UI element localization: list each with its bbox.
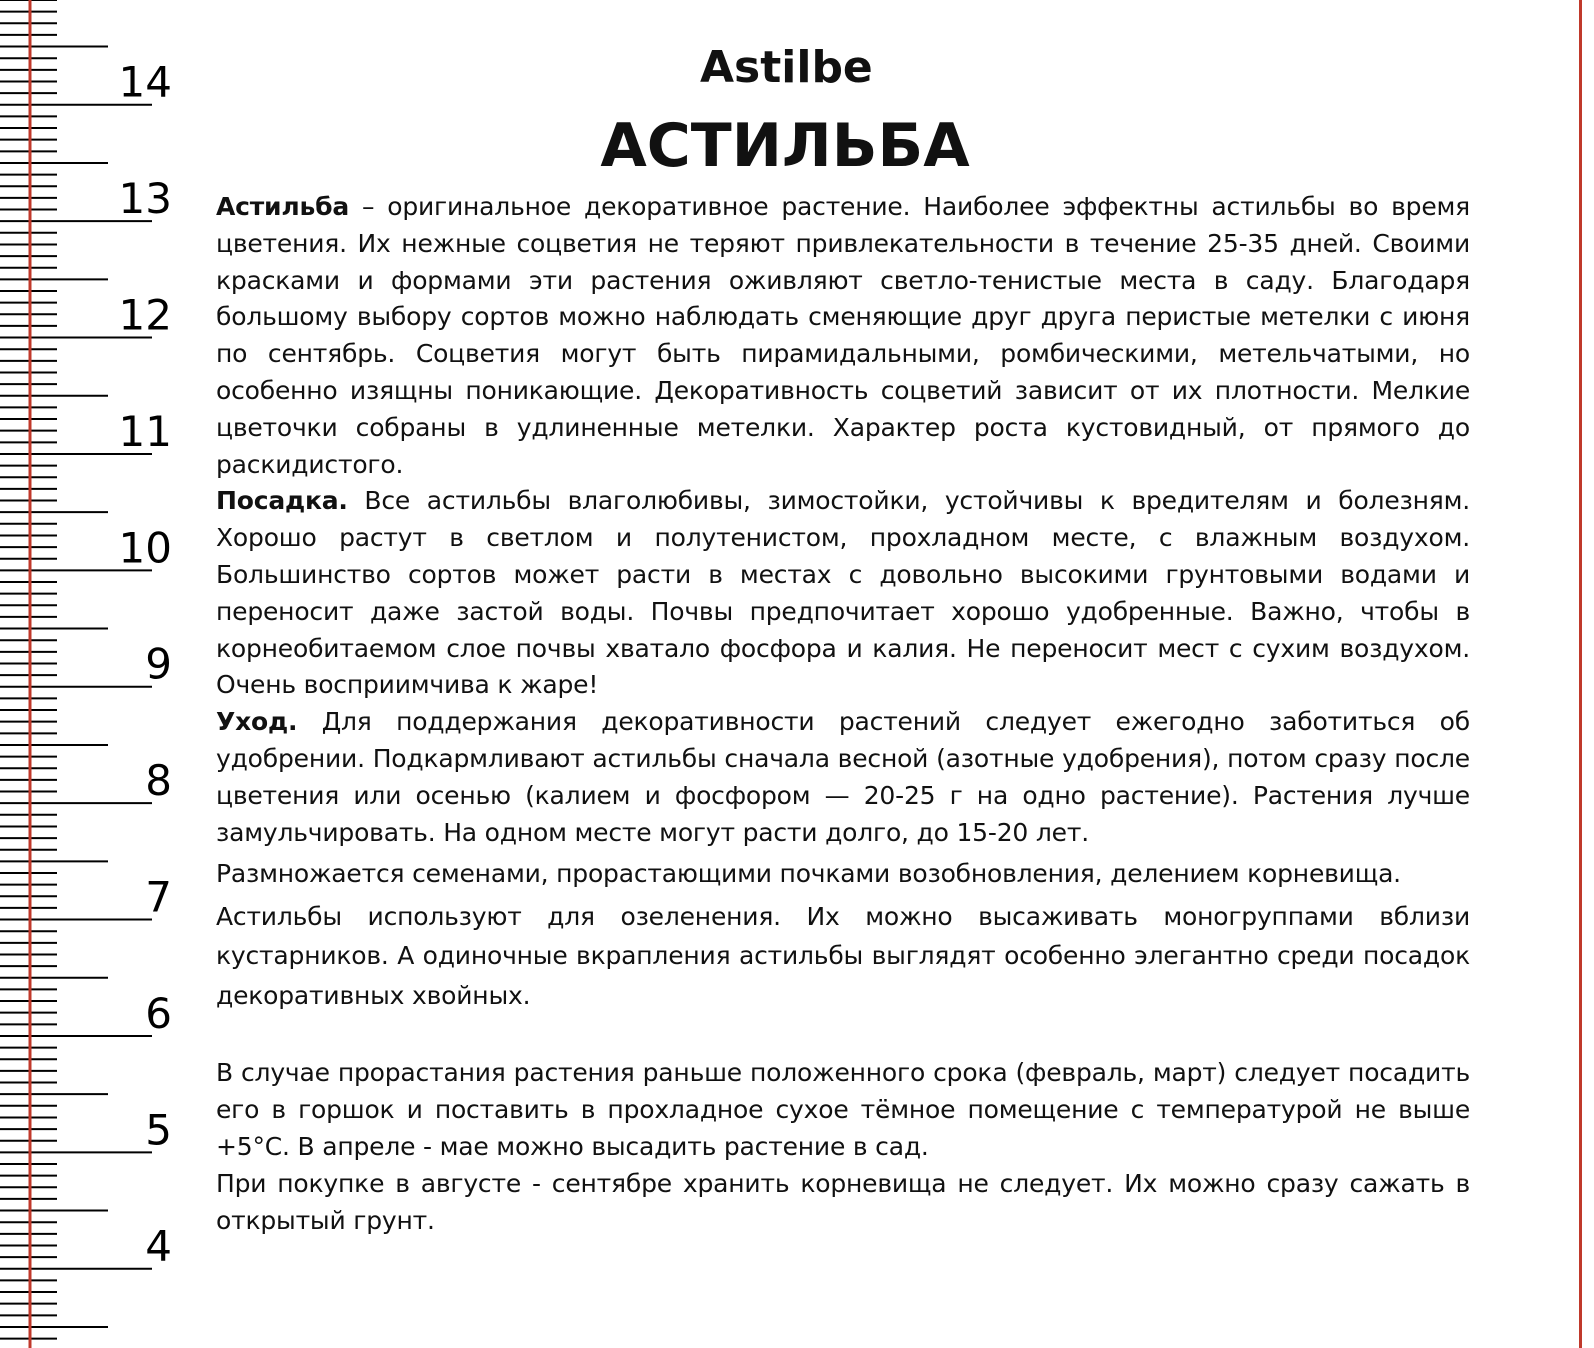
paragraph-care [216,704,1470,851]
ruler-label: 13 [118,174,172,224]
intro-text: – оригинальное декоративное растение. Наиболее эффектны астильбы во время цветения. Их нежные соцветия не теряют привлекательности в течение 25-35 дней. Своими красками и формами эти растения оживляют светло-тенистые места в саду. Благодаря большому выбору сортов можно наблюдать сменяющие друг друга перистые метелки с июня по сентябрь. Соцветия могут быть пирамидальными, ромбическими, метельчатыми, но особенно изящны поникающие. Декоративность соцветий зависит от их плотности. Мелкие цветочки собраны в удлиненные метелки. Характер роста кустовидный, от прямого до раскидистого. [216,192,1470,479]
paragraph-august-purchase: При покупке в августе - сентябре хранить корневища не следует. Их можно сразу сажать в открытый грунт. [216,1168,1470,1235]
paragraph-planting [216,483,1470,704]
ruler-label: 11 [118,406,172,456]
ruler-labels [119,58,172,1271]
paragraph-early-sprouting: В случае прорастания растения раньше положенного срока (февраль, март) следует посадить его в горшок и поставить в прохладное сухое тёмное помещение с температурой не выше +5°С. В апреле - мае можно высадить растение в сад. [216,1058,1470,1161]
planting-text: Все астильбы влаголюбивы, зимостойки, устойчивы к вредителям и болезням. Хорошо растут в светлом и полутенистом, прохладном месте, с влажным воздухом. Большинство сортов может расти в местах с довольно высокими грунтовыми водами и переносит даже застой воды. Почвы предпочитает хорошо удобренные. Важно, чтобы в корнеобитаемом слое почвы хватало фосфора и калия. Не переносит мест с сухим воздухом. Очень восприимчива к жаре! [216,486,1470,700]
page-edge-red-line [1579,0,1582,1348]
article-body [216,189,1470,1239]
lead-care: Уход. [216,707,298,737]
care-text: Для поддержания декоративности растений следует ежегодно заботиться об удобрении. Подкармливают астильбы сначала весной (азотные удобрения), потом сразу после цветения или осенью (калием и фосфором — 20-25 г на одно растение). Растения лучше замульчировать. На одном месте могут расти долго, до 15-20 лет. [216,707,1470,847]
measuring-ruler [0,0,180,1348]
title-russian: АСТИЛЬБА [600,111,970,181]
paragraph-usage: Астильбы используют для озеленения. Их можно высаживать моногруппами вблизи кустарников. А одиночные вкрапления астильбы выглядят особенно элегантно среди посадок декоративных хвойных. [216,901,1470,1010]
ruler-label: 12 [118,290,172,340]
ruler-label: 7 [145,872,172,922]
title-latin: Astilbe [700,42,873,93]
lead-astilbe: Астильба [216,192,350,221]
ruler-label: 8 [145,756,172,806]
ruler-label: 5 [145,1105,172,1155]
ruler-label: 9 [145,639,172,689]
ruler-label: 14 [118,57,172,107]
ruler-label: 10 [118,523,172,573]
lead-planting: Посадка. [216,486,348,516]
paragraph-intro [216,189,1470,483]
ruler-label: 4 [145,1221,172,1271]
ruler-label: 6 [145,988,172,1038]
paragraph-propagation: Размножается семенами, прорастающими почками возобновления, делением корневища. [216,859,1401,889]
